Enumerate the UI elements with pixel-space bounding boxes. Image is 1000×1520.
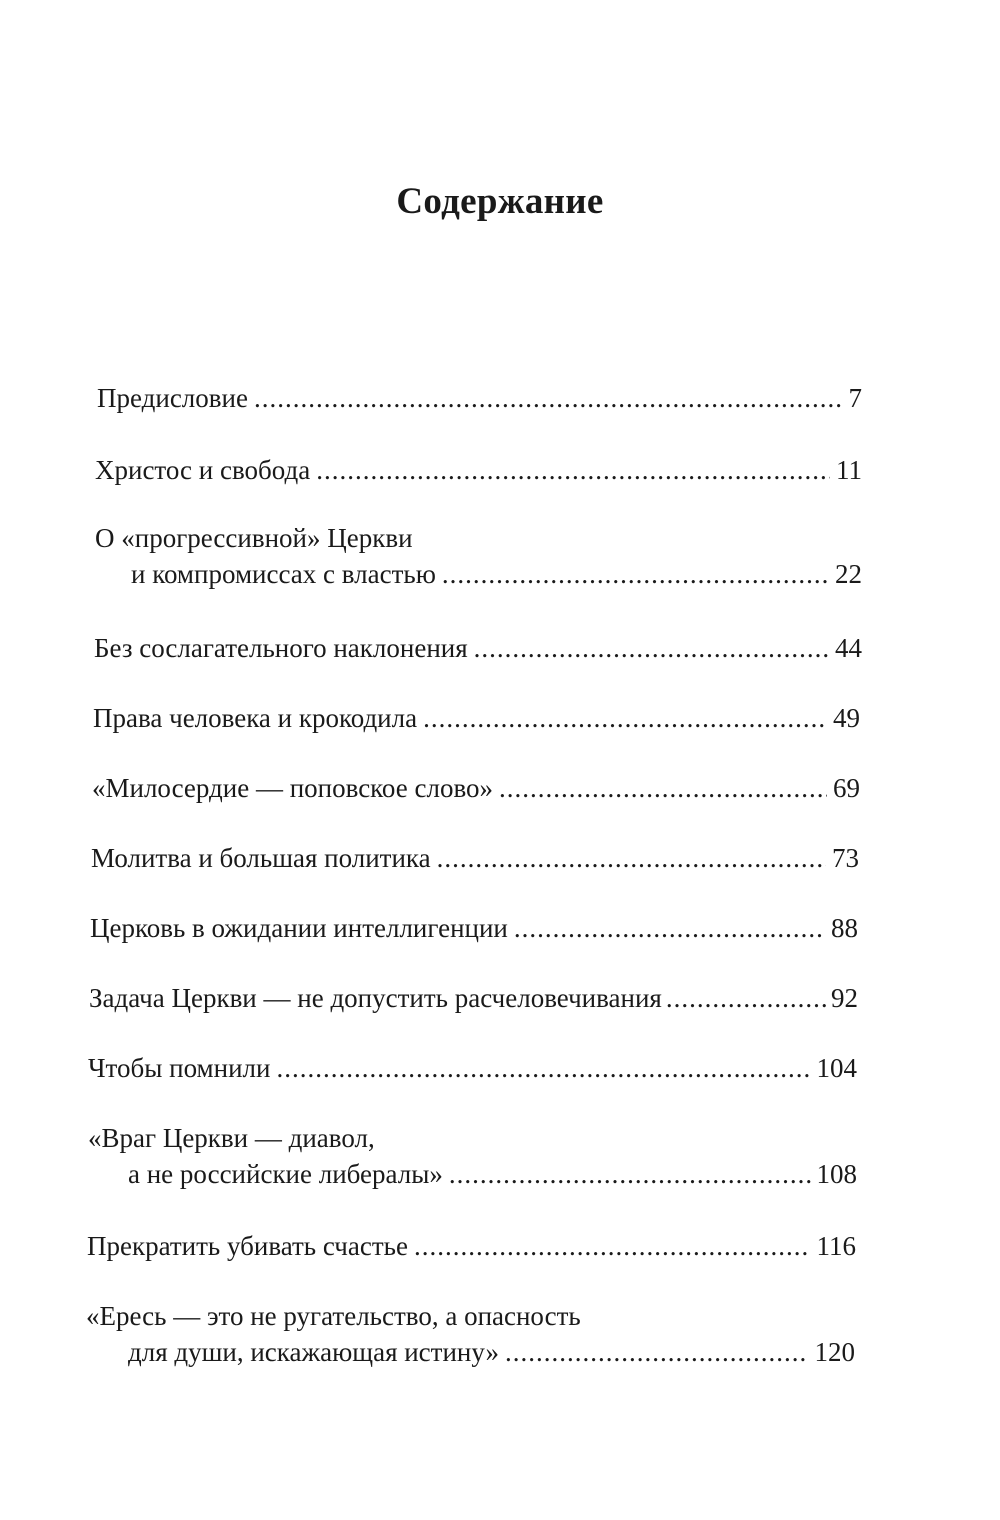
toc-entry-row — [97, 380, 862, 416]
toc-entry-title: Без сослагательного наклонения — [94, 633, 468, 663]
dot-leader — [423, 700, 827, 736]
toc-entry-title: и компромиссах с властью — [131, 559, 436, 589]
toc-page-number: 92 — [831, 983, 858, 1013]
toc-entry-title: Задача Церкви — не допустить расчеловечивания — [89, 983, 662, 1013]
toc-entry-title: Церковь в ожидании интеллигенции — [90, 913, 508, 943]
toc-entry-row — [90, 910, 858, 946]
dot-leader — [437, 840, 826, 876]
toc-entry-row — [91, 840, 859, 876]
toc-page-number: 7 — [848, 383, 862, 413]
toc-page-number: 73 — [832, 843, 859, 873]
toc-entry — [89, 980, 858, 1016]
toc-entry — [97, 380, 862, 416]
dot-leader — [499, 770, 827, 806]
toc-entry — [95, 452, 862, 488]
toc-entry — [90, 910, 858, 946]
toc-entry — [91, 840, 859, 876]
dot-leader — [276, 1050, 810, 1086]
toc-entry — [88, 1120, 857, 1192]
dot-leader — [449, 1156, 811, 1192]
dot-leader — [666, 980, 827, 1016]
toc-entry-title: Права человека и крокодила — [93, 703, 418, 733]
toc-entry-row — [92, 770, 860, 806]
page-title: Содержание — [396, 181, 604, 222]
dot-leader — [514, 910, 825, 946]
toc-entry — [88, 1050, 857, 1086]
toc-page-number: 44 — [835, 633, 862, 663]
toc-entry-row — [86, 1334, 855, 1370]
toc-page-number: 104 — [816, 1053, 857, 1083]
toc-page-number: 108 — [816, 1159, 857, 1189]
toc-entry-title: Прекратить убивать счастье — [87, 1231, 408, 1261]
dot-leader — [442, 556, 829, 592]
toc-entry-row — [89, 980, 858, 1016]
toc-entry-title: а не российские либералы» — [128, 1159, 443, 1189]
toc-page-number: 88 — [831, 913, 858, 943]
dot-leader — [414, 1228, 811, 1264]
toc-entry-title: Чтобы помнили — [88, 1053, 271, 1083]
toc-entry — [95, 520, 862, 592]
toc-page-number: 22 — [835, 559, 862, 589]
toc-page-number: 116 — [816, 1231, 856, 1261]
dot-leader — [254, 380, 843, 416]
toc-entry-title: для души, искажающая истину» — [128, 1337, 500, 1367]
dot-leader — [316, 452, 830, 488]
toc-entry-title: Молитва и большая политика — [91, 843, 431, 873]
toc-page-number: 11 — [836, 455, 862, 485]
toc-entry-row — [88, 1050, 857, 1086]
toc-entry-row — [95, 556, 862, 592]
toc-entry — [86, 1298, 855, 1370]
toc-entry-row — [95, 452, 862, 488]
toc-entry-row — [87, 1228, 856, 1264]
toc-entry-row — [94, 630, 862, 666]
toc-page-number: 69 — [833, 773, 860, 803]
toc-entry — [92, 770, 860, 806]
toc-entry — [94, 630, 862, 666]
toc-entry-title: Предисловие — [97, 383, 248, 413]
toc-entry-title-line: О «прогрессивной» Церкви — [95, 523, 413, 553]
toc-entry-row — [93, 700, 860, 736]
dot-leader — [505, 1334, 808, 1370]
toc-entry-title: Христос и свобода — [95, 455, 311, 485]
toc-entry — [93, 700, 860, 736]
toc-entry-title: «Милосердие — поповское слово» — [92, 773, 494, 803]
toc-page-number: 120 — [814, 1337, 855, 1367]
toc-entry-title-line: «Враг Церкви — диавол, — [88, 1123, 375, 1153]
toc-page-number: 49 — [833, 703, 860, 733]
dot-leader — [474, 630, 829, 666]
toc-entry-row — [88, 1156, 857, 1192]
toc-entry-title-line: «Ересь — это не ругательство, а опасность — [86, 1301, 581, 1331]
toc-entry — [87, 1228, 856, 1264]
